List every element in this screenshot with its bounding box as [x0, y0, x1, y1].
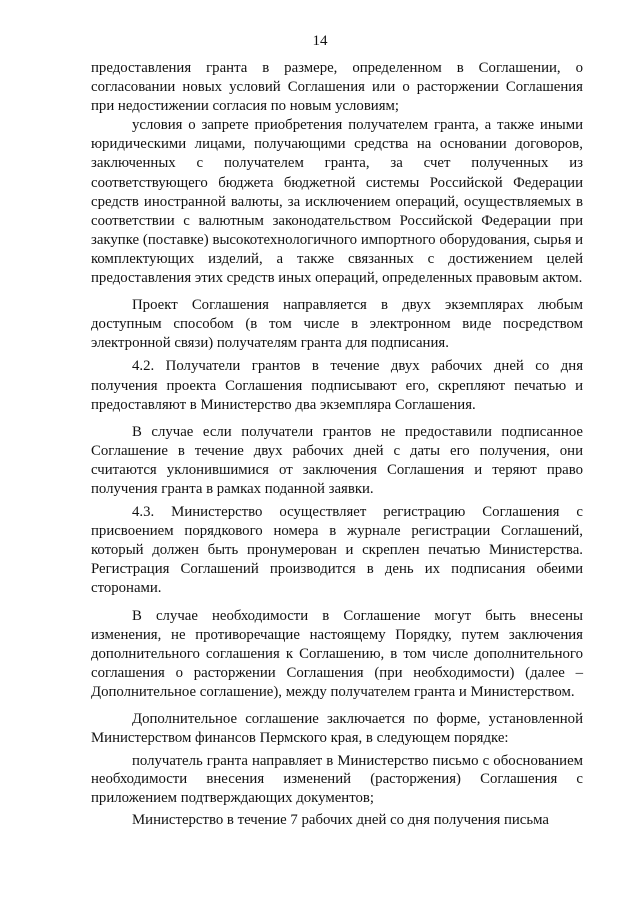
paragraph-draft-agreement: Проект Соглашения направляется в двух экземплярах любым доступным способом (в том числе в электронном виде посредством электронной связи) получателям гранта для подписания. [91, 297, 583, 352]
paragraph-grant-conditions: предоставления гранта в размере, определенном в Соглашении, о согласовании новых условий Соглашения или о расторжении Соглашения при недостижении согласия по новым условиям; [91, 60, 583, 115]
paragraph-amendments: В случае необходимости в Соглашение могут быть внесены изменения, не противоречащие настоящему Порядку, путем заключения дополнительного соглашения к Соглашению, в том числе дополнительного соглашения о расторжении Соглашения (при необходимости) (далее – Дополнительное соглашение), между получателем гранта и Министерством. [91, 607, 583, 700]
paragraph-recipient-letter: получатель гранта направляет в Министерство письмо с обоснованием необходимости внесения изменений (расторжения) Соглашения с приложением подтверждающих документов; [91, 753, 583, 806]
paragraph-4-3: 4.3. Министерство осуществляет регистрацию Соглашения с присвоением порядкового номера в журнале регистрации Соглашений, который должен быть пронумерован и скреплен печатью Министерства. Регистрация Соглашений производится в день их подписания обеими сторонами. [91, 504, 583, 597]
paragraph-currency-prohibition: условия о запрете приобретения получателем гранта, а также иными юридическими лицами, получающими средства на основании договоров, заключенных с получателем гранта, за счет полученных из соответствующего бюджета бюджетной системы Российской Федерации средств иностранной валюты, за исключением операций, осуществляемых в соответствии с валютным законодательством Российской Федерации при закупке (поставке) высокотехнологичного импортного оборудования, сырья и комплектующих изделий, а также связанных с достижением целей предоставления этих средств иных операций, определенных правовым актом. [91, 117, 583, 287]
paragraph-refusal: В случае если получатели грантов не предоставили подписанное Соглашение в течение двух рабочих дней с даты его получения, они считаются уклонившимися от заключения Соглашения и теряют право получения гранта в рамках поданной заявки. [91, 423, 583, 497]
document-body [91, 59, 583, 830]
paragraph-ministry-review: Министерство в течение 7 рабочих дней со дня получения письма [132, 812, 549, 829]
paragraph-4-2: 4.2. Получатели грантов в течение двух рабочих дней со дня получения проекта Соглашения подписывают его, скрепляют печатью и предоставляют в Министерство два экземпляра Соглашения. [91, 358, 583, 413]
paragraph-supplementary-procedure: Дополнительное соглашение заключается по форме, установленной Министерством финансов Пермского края, в следующем порядке: [91, 711, 583, 747]
page-number: 14 [312, 33, 328, 49]
